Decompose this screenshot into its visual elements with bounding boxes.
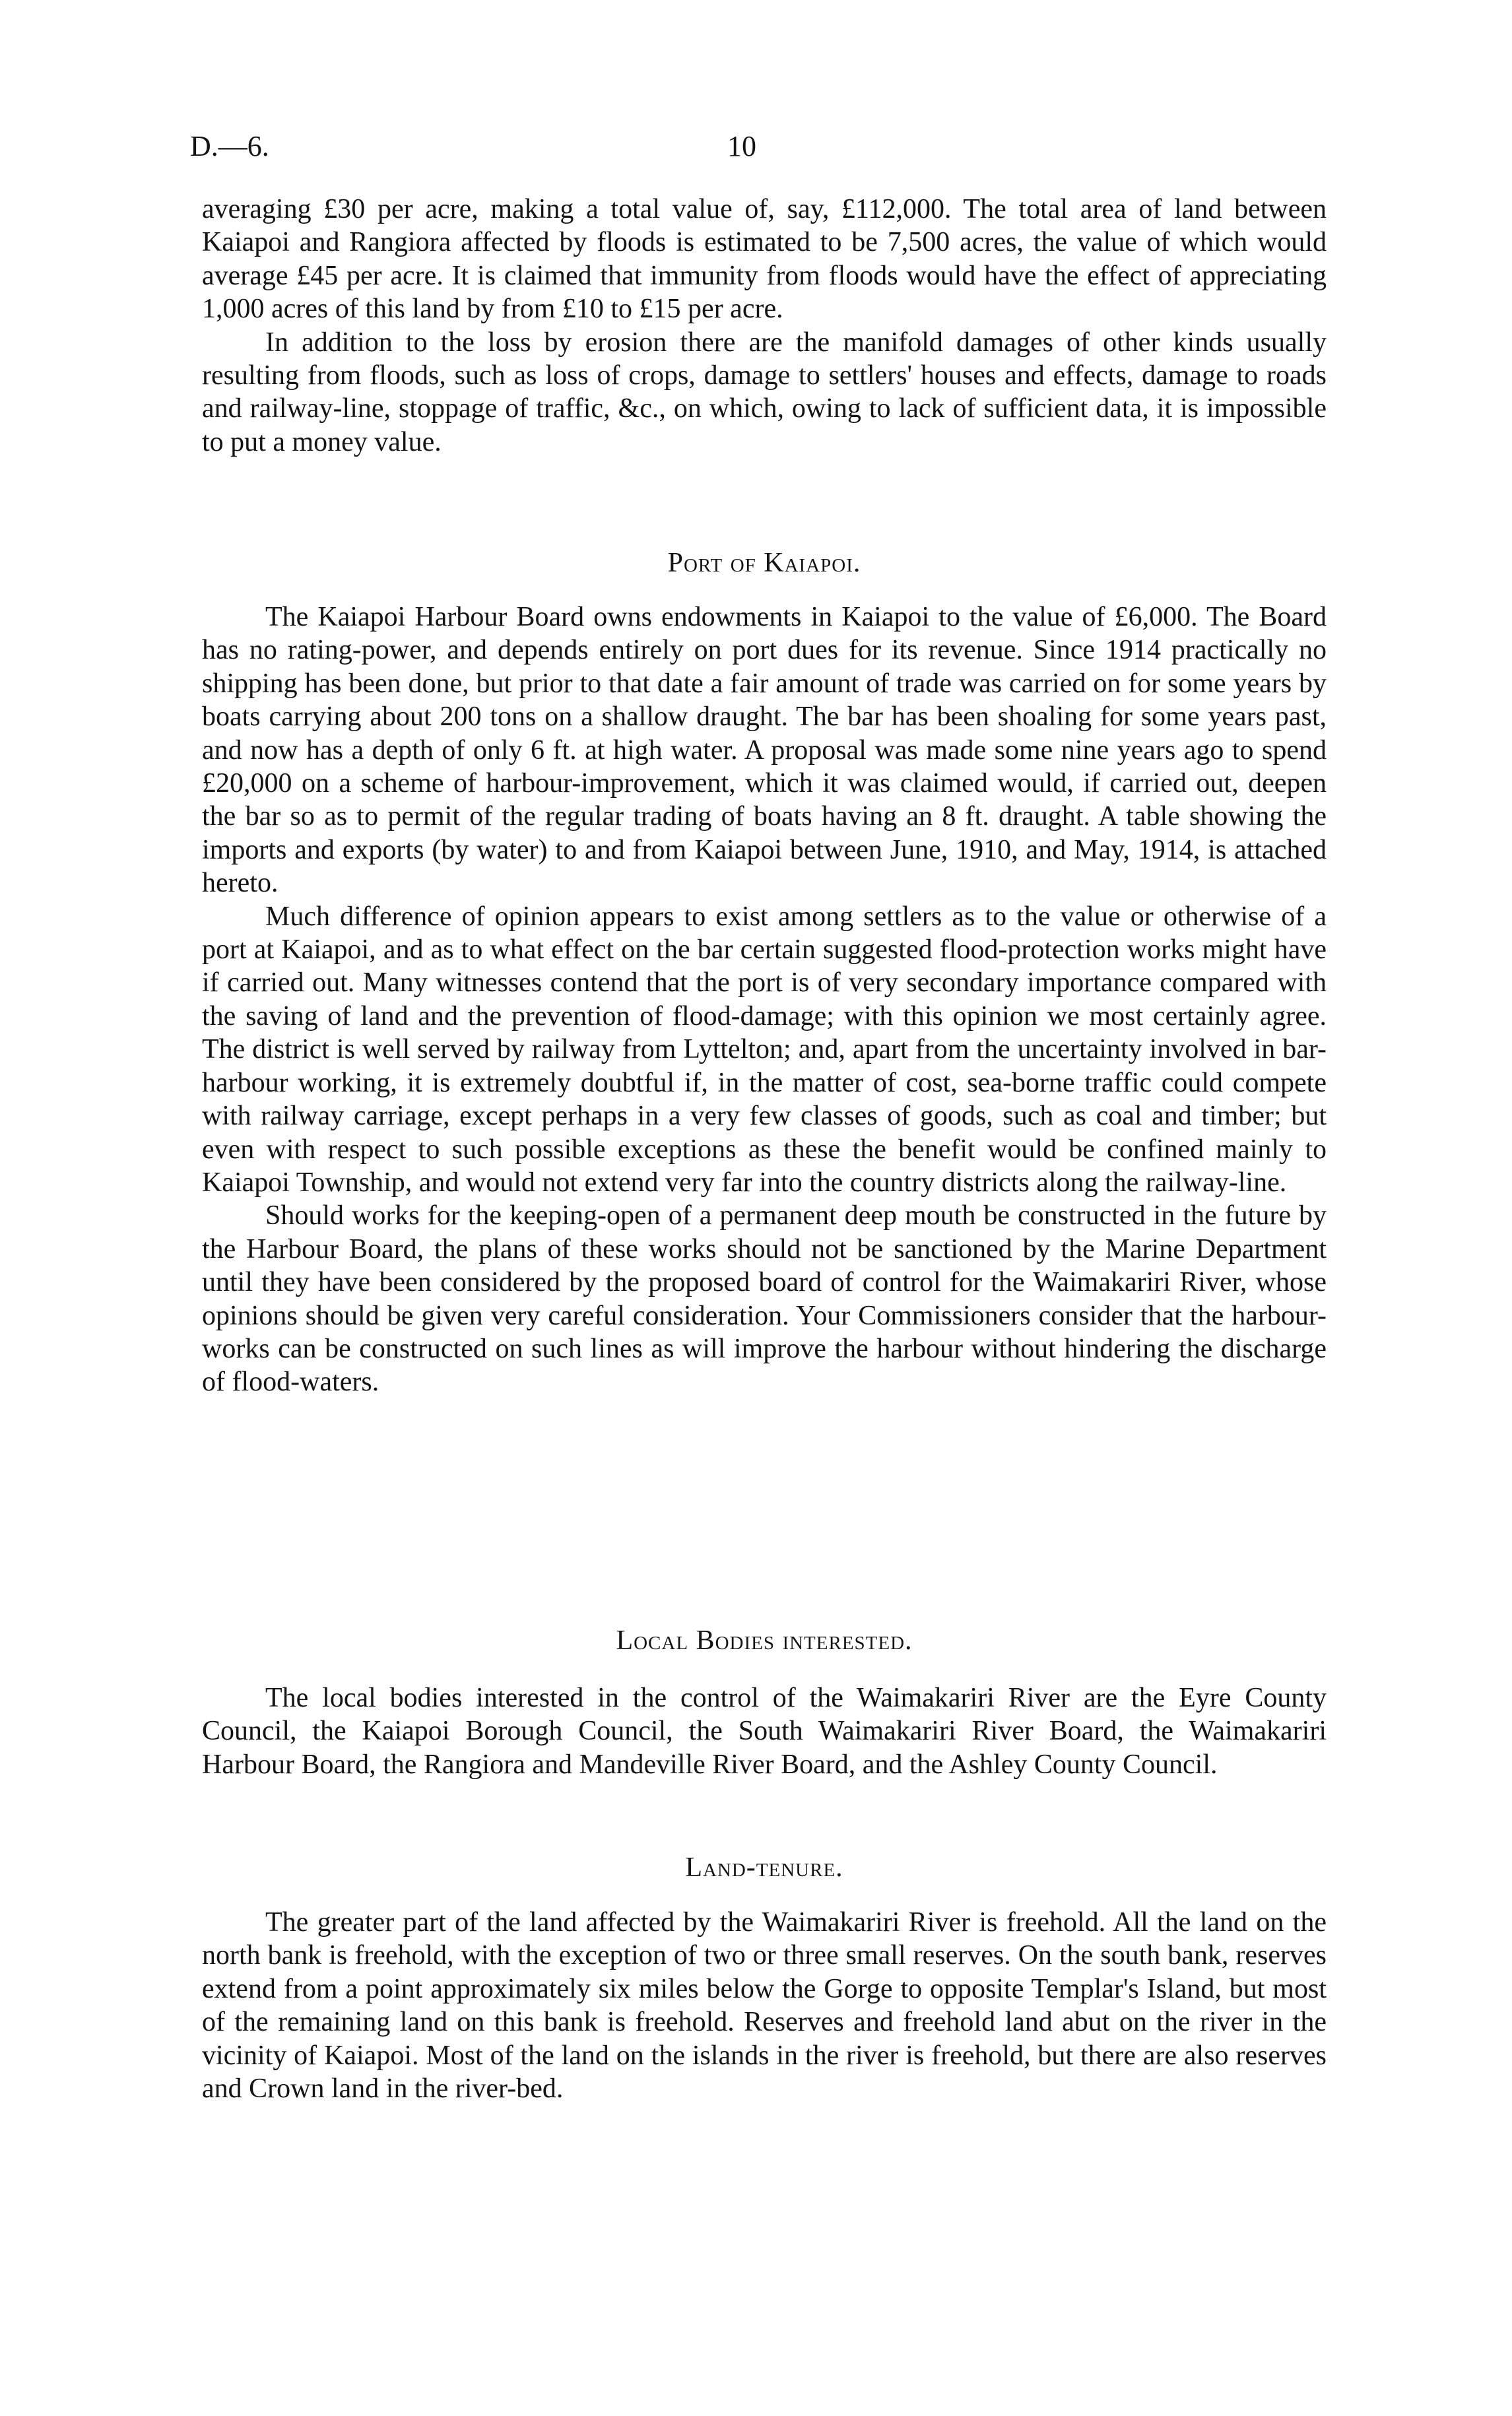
paragraph-difference-of-opinion: Much difference of opinion appears to exist among settlers as to the value or otherwise of a port at Kaiapoi, and as to what effect on the bar certain suggested flood-protection works might have if carried out. Many witnesses contend that the port is of very secondary importance compared with the saving of land and the prevention of flood-damage; with this opinion we most certainly agree. The district is well served by railway from Lyttelton; and, apart from the uncertainty involved in bar-harbour working, it is extremely doubtful if, in the matter of cost, sea-borne traffic could compete with railway carriage, except perhaps in a very few classes of goods, such as coal and timber; but even with respect to such possible exceptions as these the benefit would be confined mainly to Kaiapoi Township, and would not extend very far into the country districts along the railway-line. — [202, 901, 1327, 1198]
section-heading-port-of-kaiapoi: Port of Kaiapoi. — [667, 548, 861, 578]
paragraph-local-bodies: The local bodies interested in the control of the Waimakariri River are the Eyre County Council, the Kaiapoi Borough Council, the South Waimakariri River Board, the Waimakariri Harbour Board, the Rangiora and Mandeville River Board, and the Ashley County Council. — [202, 1683, 1327, 1780]
page-number: 10 — [727, 130, 756, 162]
running-header — [186, 129, 1324, 169]
section-local-bodies — [202, 1681, 1327, 1781]
paragraph-harbour-board: The Kaiapoi Harbour Board owns endowments in Kaiapoi to the value of £6,000. The Board has no rating-power, and depends entirely on port dues for its revenue. Since 1914 practically no shipping has been done, but prior to that date a fair amount of trade was carried on for some years by boats carrying about 200 tons on a shallow draught. The bar has been shoaling for some years past, and now has a depth of only 6 ft. at high water. A proposal was made some nine years ago to spend £20,000 on a scheme of harbour-improvement, which it was claimed would, if carried out, deepen the bar so as to permit of the regular trading of boats having an 8 ft. draught. A table showing the imports and exports (by water) to and from Kaiapoi between June, 1910, and May, 1914, is attached hereto. — [202, 602, 1327, 899]
paragraph-deep-mouth-works: Should works for the keeping-open of a permanent deep mouth be constructed in the future by the Harbour Board, the plans of these works should not be sanctioned by the Marine Department until they have been considered by the proposed board of control for the Waimakariri River, whose opinions should be given very careful consideration. Your Commissioners consider that the harbour-works can be constructed on such lines as will improve the harbour without hindering the discharge of flood-waters. — [202, 1200, 1327, 1398]
section-port-of-kaiapoi — [202, 601, 1327, 1399]
document-code: D.—6. — [190, 130, 269, 162]
intro-text-block — [202, 193, 1327, 459]
section-land-tenure — [202, 1906, 1327, 2105]
section-heading-local-bodies: Local Bodies interested. — [616, 1625, 913, 1656]
section-heading-land-tenure: Land-tenure. — [685, 1852, 843, 1883]
paragraph-erosion-damages: In addition to the loss by erosion there are the manifold damages of other kinds usually resulting from floods, such as loss of crops, damage to settlers' houses and effects, damage to roads and railway-line, stoppage of traffic, &c., on which, owing to lack of sufficient data, it is impossible to put a money value. — [202, 327, 1327, 457]
paragraph-continued: averaging £30 per acre, making a total value of, say, £112,000. The total area of land between Kaiapoi and Rangiora affected by floods is estimated to be 7,500 acres, the value of which would average £45 per acre. It is claimed that immunity from floods would have the effect of appreciating 1,000 acres of this land by from £10 to £15 per acre. — [202, 194, 1327, 325]
paragraph-land-tenure: The greater part of the land affected by the Waimakariri River is freehold. All the land on the north bank is freehold, with the exception of two or three small reserves. On the south bank, reserves extend from a point approximately six miles below the Gorge to opposite Templar's Island, but most of the remaining land on this bank is freehold. Reserves and freehold land abut on the river in the vicinity of Kaiapoi. Most of the land on the islands in the river is freehold, but there are also reserves and Crown land in the river-bed. — [202, 1907, 1327, 2105]
